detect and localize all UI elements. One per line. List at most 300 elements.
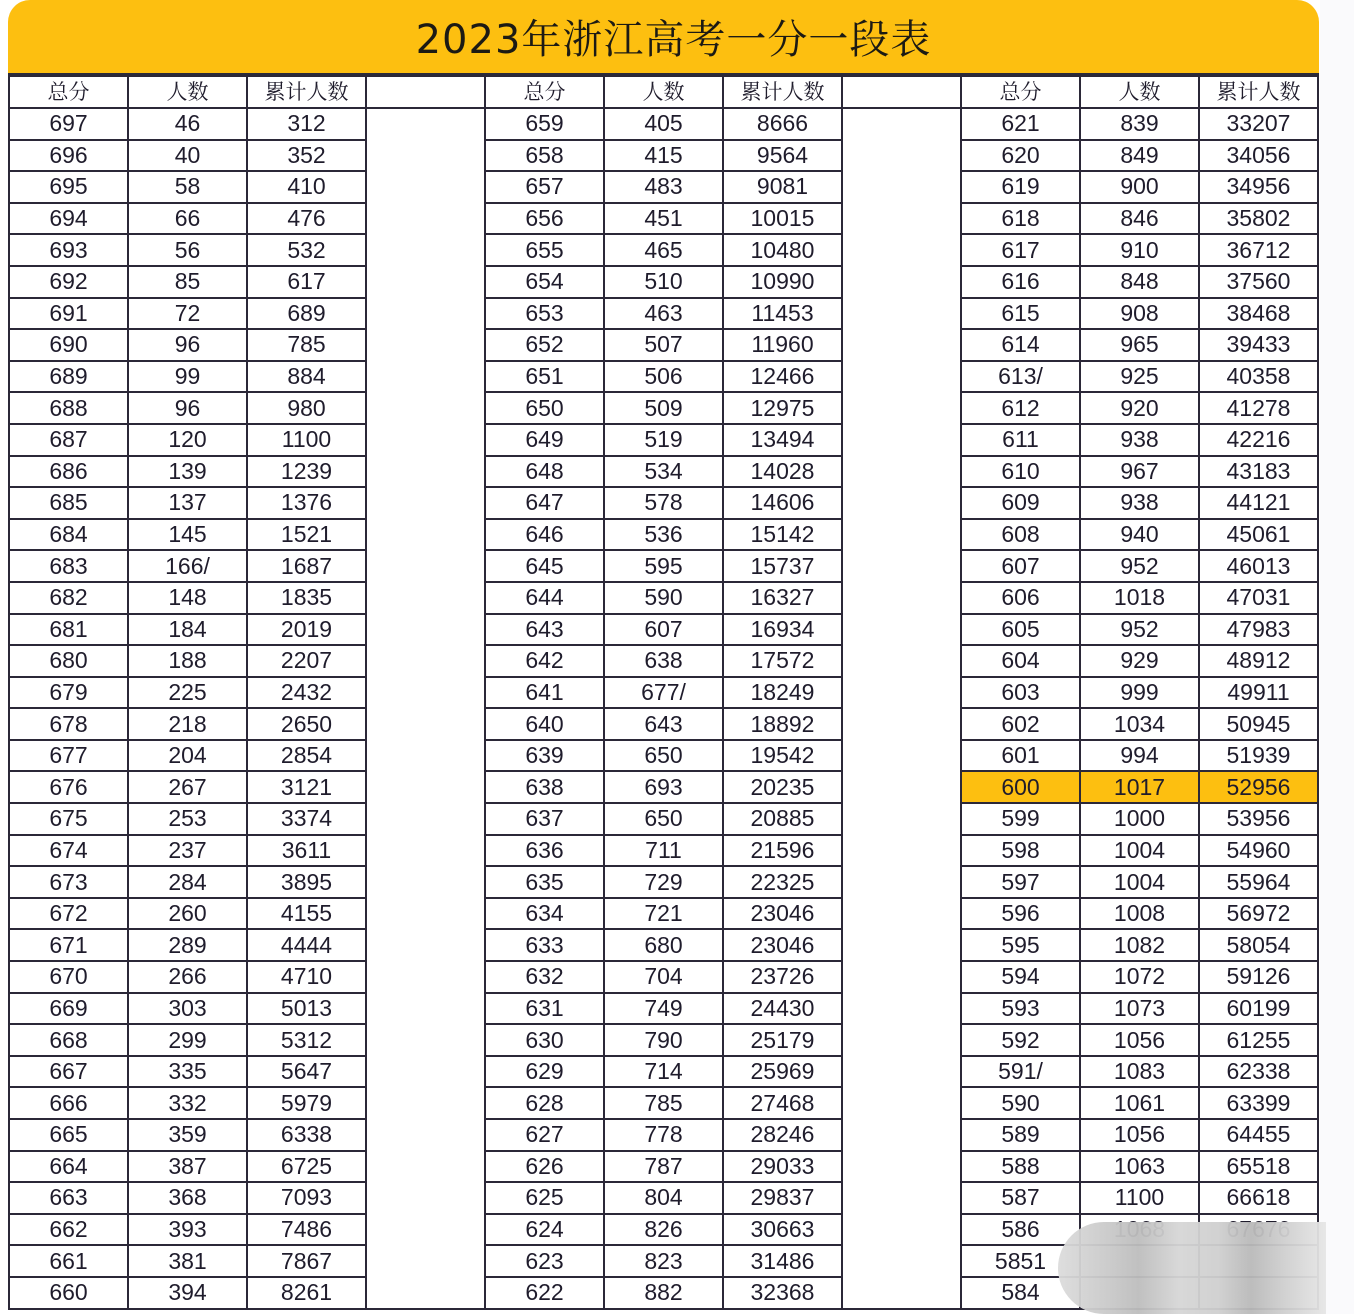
count-cell: 787: [604, 1151, 723, 1183]
count-cell: 1083: [1080, 1056, 1199, 1088]
count-cell: 1082: [1080, 929, 1199, 961]
cumulative-cell: 2854: [247, 740, 366, 772]
count-cell: 519: [604, 424, 723, 456]
cumulative-cell: 15142: [723, 519, 842, 551]
score-cell: 591/: [961, 1056, 1080, 1088]
cumulative-cell: 5312: [247, 1024, 366, 1056]
count-cell: 882: [604, 1277, 723, 1309]
score-cell: 659: [485, 108, 604, 140]
cumulative-cell: 41278: [1199, 392, 1318, 424]
score-cell: 660: [9, 1277, 128, 1309]
score-cell: 683: [9, 550, 128, 582]
count-cell: 204: [128, 740, 247, 772]
score-cell: 663: [9, 1182, 128, 1214]
count-cell: 714: [604, 1056, 723, 1088]
score-cell: 677: [9, 740, 128, 772]
count-cell: 266: [128, 961, 247, 993]
cumulative-cell: 64455: [1199, 1119, 1318, 1151]
count-cell: 188: [128, 645, 247, 677]
score-cell: 604: [961, 645, 1080, 677]
score-cell: 689: [9, 361, 128, 393]
column-spacer: [366, 614, 485, 646]
score-cell: 657: [485, 171, 604, 203]
count-cell: 925: [1080, 361, 1199, 393]
cumulative-cell: 39433: [1199, 329, 1318, 361]
header-spacer: [366, 76, 485, 108]
cumulative-cell: 785: [247, 329, 366, 361]
score-cell: 658: [485, 140, 604, 172]
score-cell: 666: [9, 1087, 128, 1119]
column-spacer: [842, 961, 961, 993]
score-cell: 602: [961, 708, 1080, 740]
score-cell: 601: [961, 740, 1080, 772]
score-cell: 651: [485, 361, 604, 393]
table-row: [9, 266, 1318, 298]
header-cumulative: 累计人数: [723, 76, 842, 108]
cumulative-cell: 20235: [723, 771, 842, 803]
cumulative-cell: 32368: [723, 1277, 842, 1309]
column-spacer: [842, 582, 961, 614]
header-count: 人数: [1080, 76, 1199, 108]
cumulative-cell: 980: [247, 392, 366, 424]
score-cell: 680: [9, 645, 128, 677]
count-cell: 359: [128, 1119, 247, 1151]
column-spacer: [842, 550, 961, 582]
score-cell: 598: [961, 835, 1080, 867]
cumulative-cell: 1239: [247, 456, 366, 488]
cumulative-cell: 23046: [723, 898, 842, 930]
cumulative-cell: 43183: [1199, 456, 1318, 488]
count-cell: 1017: [1080, 771, 1199, 803]
cumulative-cell: 16934: [723, 614, 842, 646]
cumulative-cell: 1376: [247, 487, 366, 519]
cumulative-cell: 29033: [723, 1151, 842, 1183]
score-cell: 618: [961, 203, 1080, 235]
count-cell: 507: [604, 329, 723, 361]
cumulative-cell: 689: [247, 298, 366, 330]
score-cell: 613/: [961, 361, 1080, 393]
cumulative-cell: 410: [247, 171, 366, 203]
score-cell: 634: [485, 898, 604, 930]
count-cell: 920: [1080, 392, 1199, 424]
score-distribution-table: [8, 75, 1319, 1310]
cumulative-cell: 8261: [247, 1277, 366, 1309]
score-cell: 616: [961, 266, 1080, 298]
column-spacer: [366, 740, 485, 772]
title-bar: [8, 0, 1319, 75]
column-spacer: [842, 898, 961, 930]
count-cell: 335: [128, 1056, 247, 1088]
count-cell: 929: [1080, 645, 1199, 677]
cumulative-cell: 34056: [1199, 140, 1318, 172]
score-cell: 650: [485, 392, 604, 424]
score-cell: 675: [9, 803, 128, 835]
score-cell: 632: [485, 961, 604, 993]
count-cell: 643: [604, 708, 723, 740]
cumulative-cell: 8666: [723, 108, 842, 140]
cumulative-cell: 17572: [723, 645, 842, 677]
count-cell: 381: [128, 1245, 247, 1277]
table-row: [9, 1182, 1318, 1214]
table-row: [9, 614, 1318, 646]
cumulative-cell: 46013: [1199, 550, 1318, 582]
count-cell: 99: [128, 361, 247, 393]
count-cell: 1063: [1080, 1151, 1199, 1183]
cumulative-cell: 2650: [247, 708, 366, 740]
score-cell: 649: [485, 424, 604, 456]
count-cell: 1004: [1080, 866, 1199, 898]
score-cell: 682: [9, 582, 128, 614]
count-cell: 846: [1080, 203, 1199, 235]
count-cell: 120: [128, 424, 247, 456]
score-cell: 628: [485, 1087, 604, 1119]
count-cell: 534: [604, 456, 723, 488]
score-cell: 609: [961, 487, 1080, 519]
score-cell: 669: [9, 993, 128, 1025]
count-cell: 952: [1080, 550, 1199, 582]
cumulative-cell: 617: [247, 266, 366, 298]
page-title: 2023年浙江高考一分一段表: [415, 17, 932, 63]
score-cell: 686: [9, 456, 128, 488]
score-cell: 587: [961, 1182, 1080, 1214]
column-spacer: [366, 1056, 485, 1088]
table-row: [9, 234, 1318, 266]
count-cell: 785: [604, 1087, 723, 1119]
count-cell: 848: [1080, 266, 1199, 298]
count-cell: 299: [128, 1024, 247, 1056]
count-cell: 938: [1080, 424, 1199, 456]
cumulative-cell: 50945: [1199, 708, 1318, 740]
cumulative-cell: 312: [247, 108, 366, 140]
count-cell: 1100: [1080, 1182, 1199, 1214]
score-cell: 688: [9, 392, 128, 424]
score-cell: 667: [9, 1056, 128, 1088]
score-cell: 597: [961, 866, 1080, 898]
cumulative-cell: 63399: [1199, 1087, 1318, 1119]
cumulative-cell: 61255: [1199, 1024, 1318, 1056]
cumulative-cell: 33207: [1199, 108, 1318, 140]
column-spacer: [842, 487, 961, 519]
count-cell: 967: [1080, 456, 1199, 488]
column-spacer: [842, 835, 961, 867]
cumulative-cell: 65518: [1199, 1151, 1318, 1183]
header-count: 人数: [128, 76, 247, 108]
cumulative-cell: 10015: [723, 203, 842, 235]
column-spacer: [366, 961, 485, 993]
count-cell: 96: [128, 392, 247, 424]
count-cell: 415: [604, 140, 723, 172]
count-cell: 940: [1080, 519, 1199, 551]
cumulative-cell: 12975: [723, 392, 842, 424]
blurred-watermark: [1058, 1222, 1326, 1314]
column-spacer: [842, 1245, 961, 1277]
count-cell: 680: [604, 929, 723, 961]
cumulative-cell: 10480: [723, 234, 842, 266]
count-cell: 1008: [1080, 898, 1199, 930]
count-cell: 952: [1080, 614, 1199, 646]
score-cell: 690: [9, 329, 128, 361]
column-spacer: [366, 298, 485, 330]
score-cell: 665: [9, 1119, 128, 1151]
column-spacer: [842, 140, 961, 172]
cumulative-cell: 16327: [723, 582, 842, 614]
column-spacer: [842, 677, 961, 709]
cumulative-cell: 7486: [247, 1214, 366, 1246]
header-cumulative: 累计人数: [1199, 76, 1318, 108]
cumulative-cell: 3121: [247, 771, 366, 803]
score-cell: 620: [961, 140, 1080, 172]
count-cell: 1018: [1080, 582, 1199, 614]
column-spacer: [366, 898, 485, 930]
score-cell: 612: [961, 392, 1080, 424]
score-cell: 608: [961, 519, 1080, 551]
score-cell: 5851: [961, 1245, 1080, 1277]
score-cell: 679: [9, 677, 128, 709]
column-spacer: [366, 456, 485, 488]
count-cell: 536: [604, 519, 723, 551]
column-spacer: [366, 1277, 485, 1309]
table-row: [9, 361, 1318, 393]
count-cell: 693: [604, 771, 723, 803]
score-cell: 652: [485, 329, 604, 361]
count-cell: 58: [128, 171, 247, 203]
score-cell: 633: [485, 929, 604, 961]
count-cell: 40: [128, 140, 247, 172]
table-row: [9, 645, 1318, 677]
count-cell: 1000: [1080, 803, 1199, 835]
cumulative-cell: 11960: [723, 329, 842, 361]
column-spacer: [366, 1214, 485, 1246]
count-cell: 590: [604, 582, 723, 614]
count-cell: 368: [128, 1182, 247, 1214]
score-cell: 681: [9, 614, 128, 646]
header-total-score: 总分: [9, 76, 128, 108]
cumulative-cell: 14028: [723, 456, 842, 488]
count-cell: 595: [604, 550, 723, 582]
score-cell: 692: [9, 266, 128, 298]
cumulative-cell: 1100: [247, 424, 366, 456]
column-spacer: [366, 771, 485, 803]
count-cell: 139: [128, 456, 247, 488]
column-spacer: [366, 835, 485, 867]
column-spacer: [366, 645, 485, 677]
score-cell: 629: [485, 1056, 604, 1088]
cumulative-cell: 55964: [1199, 866, 1318, 898]
score-cell: 610: [961, 456, 1080, 488]
score-cell: 584: [961, 1277, 1080, 1309]
cumulative-cell: 2207: [247, 645, 366, 677]
cumulative-cell: 20885: [723, 803, 842, 835]
cumulative-cell: 10990: [723, 266, 842, 298]
column-spacer: [842, 424, 961, 456]
count-cell: 1034: [1080, 708, 1199, 740]
score-cell: 694: [9, 203, 128, 235]
column-spacer: [842, 108, 961, 140]
cumulative-cell: 59126: [1199, 961, 1318, 993]
count-cell: 704: [604, 961, 723, 993]
count-cell: 506: [604, 361, 723, 393]
cumulative-cell: 15737: [723, 550, 842, 582]
count-cell: 218: [128, 708, 247, 740]
column-spacer: [842, 1277, 961, 1309]
cumulative-cell: 29837: [723, 1182, 842, 1214]
table-row: [9, 1151, 1318, 1183]
table-row: [9, 487, 1318, 519]
cumulative-cell: 1687: [247, 550, 366, 582]
score-cell: 593: [961, 993, 1080, 1025]
score-cell: 646: [485, 519, 604, 551]
count-cell: 1004: [1080, 835, 1199, 867]
table-row: [9, 708, 1318, 740]
table-row: [9, 771, 1318, 803]
column-spacer: [366, 1151, 485, 1183]
column-spacer: [366, 329, 485, 361]
count-cell: 1072: [1080, 961, 1199, 993]
cumulative-cell: 25969: [723, 1056, 842, 1088]
cumulative-cell: 28246: [723, 1119, 842, 1151]
score-cell: 684: [9, 519, 128, 551]
cumulative-cell: 48912: [1199, 645, 1318, 677]
score-cell: 674: [9, 835, 128, 867]
cumulative-cell: 45061: [1199, 519, 1318, 551]
cumulative-cell: 66618: [1199, 1182, 1318, 1214]
cumulative-cell: 5979: [247, 1087, 366, 1119]
cumulative-cell: 7867: [247, 1245, 366, 1277]
score-cell: 641: [485, 677, 604, 709]
column-spacer: [842, 614, 961, 646]
score-table-sheet: [8, 0, 1319, 1311]
score-cell: 600: [961, 771, 1080, 803]
cumulative-cell: 532: [247, 234, 366, 266]
table-row: [9, 392, 1318, 424]
score-cell: 623: [485, 1245, 604, 1277]
score-cell: 664: [9, 1151, 128, 1183]
cumulative-cell: 14606: [723, 487, 842, 519]
column-spacer: [366, 203, 485, 235]
table-row: [9, 550, 1318, 582]
count-cell: 85: [128, 266, 247, 298]
header-count: 人数: [604, 76, 723, 108]
column-spacer: [842, 392, 961, 424]
column-spacer: [366, 1024, 485, 1056]
score-cell: 599: [961, 803, 1080, 835]
cumulative-cell: 7093: [247, 1182, 366, 1214]
count-cell: 253: [128, 803, 247, 835]
column-spacer: [842, 234, 961, 266]
cumulative-cell: 4710: [247, 961, 366, 993]
count-cell: 711: [604, 835, 723, 867]
score-cell: 619: [961, 171, 1080, 203]
score-cell: 607: [961, 550, 1080, 582]
count-cell: 578: [604, 487, 723, 519]
count-cell: 823: [604, 1245, 723, 1277]
cumulative-cell: 25179: [723, 1024, 842, 1056]
score-cell: 647: [485, 487, 604, 519]
cumulative-cell: 18892: [723, 708, 842, 740]
cumulative-cell: 36712: [1199, 234, 1318, 266]
column-spacer: [366, 234, 485, 266]
column-spacer: [842, 1182, 961, 1214]
cumulative-cell: 6725: [247, 1151, 366, 1183]
cumulative-cell: 6338: [247, 1119, 366, 1151]
column-spacer: [366, 392, 485, 424]
score-cell: 672: [9, 898, 128, 930]
column-spacer: [366, 677, 485, 709]
score-cell: 637: [485, 803, 604, 835]
count-cell: 225: [128, 677, 247, 709]
cumulative-cell: 31486: [723, 1245, 842, 1277]
score-cell: 627: [485, 1119, 604, 1151]
cumulative-cell: 4155: [247, 898, 366, 930]
column-spacer: [366, 708, 485, 740]
column-spacer: [366, 1087, 485, 1119]
cumulative-cell: 37560: [1199, 266, 1318, 298]
count-cell: 1061: [1080, 1087, 1199, 1119]
score-cell: 621: [961, 108, 1080, 140]
score-cell: 642: [485, 645, 604, 677]
column-spacer: [842, 171, 961, 203]
column-spacer: [366, 582, 485, 614]
score-cell: 648: [485, 456, 604, 488]
header-spacer: [842, 76, 961, 108]
cumulative-cell: 21596: [723, 835, 842, 867]
count-cell: 965: [1080, 329, 1199, 361]
cumulative-cell: 1521: [247, 519, 366, 551]
cumulative-cell: 40358: [1199, 361, 1318, 393]
table-row: [9, 171, 1318, 203]
count-cell: 284: [128, 866, 247, 898]
score-cell: 640: [485, 708, 604, 740]
score-cell: 590: [961, 1087, 1080, 1119]
score-cell: 631: [485, 993, 604, 1025]
count-cell: 465: [604, 234, 723, 266]
column-spacer: [366, 803, 485, 835]
column-spacer: [842, 866, 961, 898]
column-spacer: [842, 1119, 961, 1151]
score-cell: 670: [9, 961, 128, 993]
column-spacer: [366, 171, 485, 203]
count-cell: 405: [604, 108, 723, 140]
count-cell: 729: [604, 866, 723, 898]
table-body: [9, 108, 1318, 1309]
count-cell: 721: [604, 898, 723, 930]
column-spacer: [842, 771, 961, 803]
cumulative-cell: 3611: [247, 835, 366, 867]
score-cell: 661: [9, 1245, 128, 1277]
count-cell: 677/: [604, 677, 723, 709]
score-cell: 654: [485, 266, 604, 298]
score-cell: 617: [961, 234, 1080, 266]
score-cell: 614: [961, 329, 1080, 361]
count-cell: 393: [128, 1214, 247, 1246]
count-cell: 910: [1080, 234, 1199, 266]
count-cell: 145: [128, 519, 247, 551]
score-cell: 685: [9, 487, 128, 519]
cumulative-cell: 34956: [1199, 171, 1318, 203]
score-cell: 655: [485, 234, 604, 266]
cumulative-cell: 23046: [723, 929, 842, 961]
count-cell: 66: [128, 203, 247, 235]
count-cell: 999: [1080, 677, 1199, 709]
count-cell: 1056: [1080, 1119, 1199, 1151]
score-cell: 653: [485, 298, 604, 330]
count-cell: 839: [1080, 108, 1199, 140]
score-cell: 678: [9, 708, 128, 740]
column-spacer: [842, 645, 961, 677]
cumulative-cell: 352: [247, 140, 366, 172]
header-row: [9, 76, 1318, 108]
cumulative-cell: 62338: [1199, 1056, 1318, 1088]
